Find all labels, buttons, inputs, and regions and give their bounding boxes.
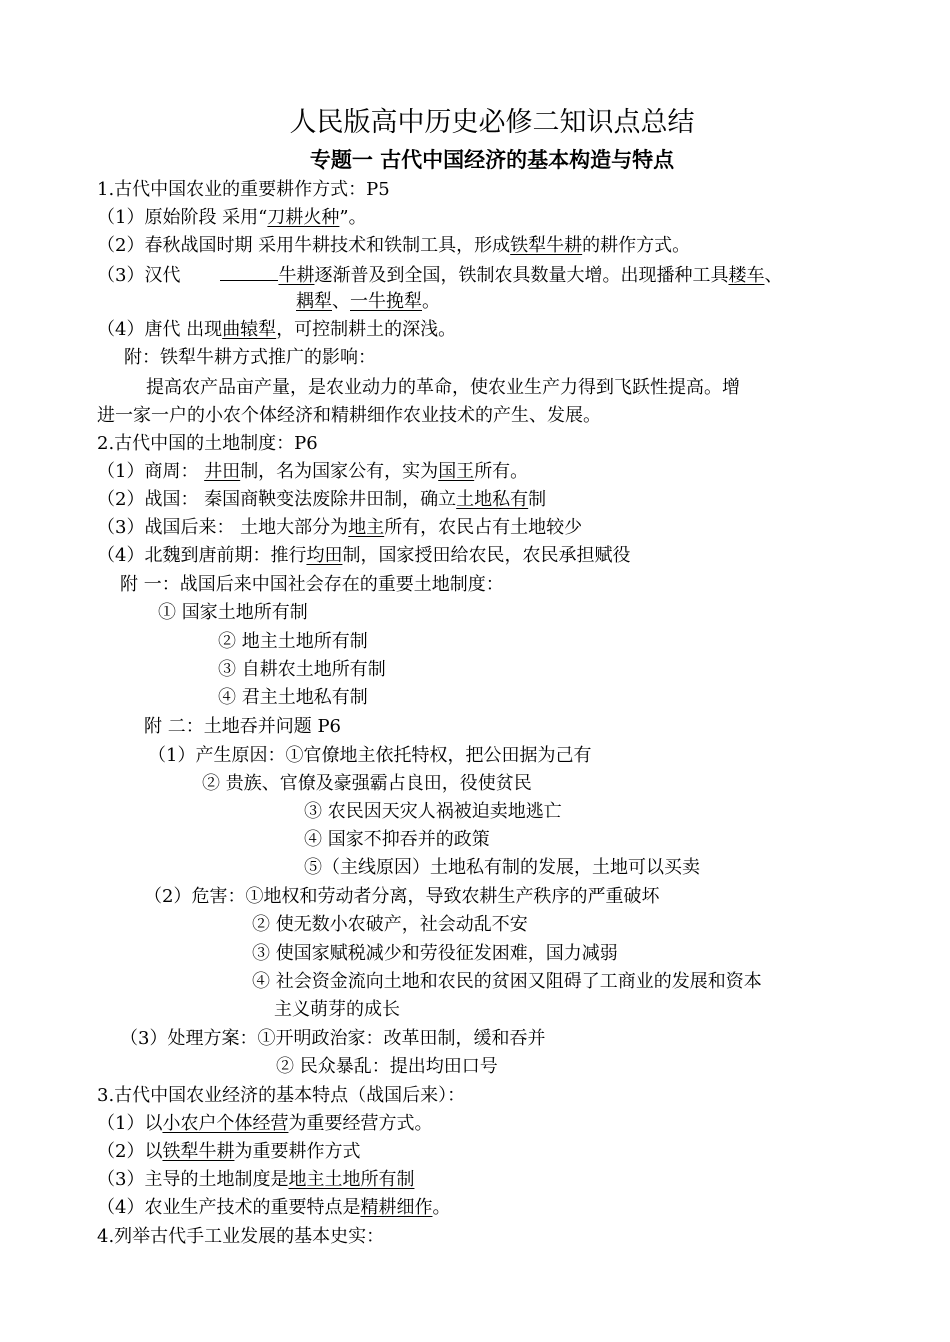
s1-item-4: （4）唐代 出现曲辕犁，可控制耕土的深浅。 bbox=[97, 319, 457, 340]
solution-item-1: （3）处理方案：①开明政治家：改革田制，缓和吞并 bbox=[120, 1028, 546, 1049]
s3-item-1: （1）以小农户个体经营为重要经营方式。 bbox=[97, 1113, 433, 1134]
s2-item-2: （2）战国： 秦国商鞅变法废除井田制，确立土地私有制 bbox=[97, 489, 547, 510]
s1-item-3-continued: 耦犁、一牛挽犁。 bbox=[296, 291, 440, 312]
harm-item-1: （2）危害：①地权和劳动者分离，导致农耕生产秩序的严重破坏 bbox=[144, 886, 660, 907]
section-4-heading: 4.列举古代手工业发展的基本史实： bbox=[97, 1226, 385, 1247]
land-system-item-1: ① 国家土地所有制 bbox=[158, 602, 308, 623]
solution-item-2: ② 民众暴乱：提出均田口号 bbox=[276, 1056, 498, 1077]
cause-item-1: （1）产生原因：①官僚地主依托特权，把公田据为己有 bbox=[148, 745, 592, 766]
section-1-heading: 1.古代中国农业的重要耕作方式：P5 bbox=[97, 179, 390, 200]
section-3-heading: 3.古代中国农业经济的基本特点（战国后来）： bbox=[97, 1085, 466, 1106]
harm-item-4: ④ 社会资金流向土地和农民的贫困又阻碍了工商业的发展和资本 bbox=[252, 971, 762, 992]
cause-item-2: ② 贵族、官僚及豪强霸占良田，役使贫民 bbox=[202, 773, 532, 794]
document-title: 人民版高中历史必修二知识点总结 bbox=[289, 107, 695, 138]
s2-appendix-1-heading: 附 一：战国后来中国社会存在的重要土地制度： bbox=[120, 574, 504, 595]
s2-appendix-2-heading: 附 二：土地吞并问题 P6 bbox=[144, 716, 342, 737]
s3-item-2: （2）以铁犁牛耕为重要耕作方式 bbox=[97, 1141, 361, 1162]
s3-item-3: （3）主导的土地制度是地主土地所有制 bbox=[97, 1169, 415, 1190]
s2-item-3: （3）战国后来： 土地大部分为地主所有，农民占有土地较少 bbox=[97, 517, 583, 538]
s1-note-paragraph-line-1: 提高农产品亩产量，是农业动力的革命，使农业生产力得到飞跃性提高。增 bbox=[146, 377, 740, 398]
s2-item-1: （1）商周： 井田制，名为国家公有，实为国王所有。 bbox=[97, 461, 529, 482]
s1-item-2: （2）春秋战国时期 采用牛耕技术和铁制工具，形成铁犁牛耕的耕作方式。 bbox=[97, 235, 691, 256]
land-system-item-3: ③ 自耕农土地所有制 bbox=[218, 659, 386, 680]
underline-blank bbox=[220, 262, 278, 281]
harm-item-2: ② 使无数小农破产，社会动乱不安 bbox=[252, 914, 528, 935]
section-2-heading: 2.古代中国的土地制度：P6 bbox=[97, 433, 318, 454]
s1-note-paragraph-line-2: 进一家一户的小农个体经济和精耕细作农业技术的产生、发展。 bbox=[97, 405, 601, 426]
s1-note-heading: 附：铁犁牛耕方式推广的影响： bbox=[124, 347, 376, 368]
harm-item-4-continued: 主义萌芽的成长 bbox=[274, 999, 400, 1020]
harm-item-3: ③ 使国家赋税减少和劳役征发困难，国力减弱 bbox=[252, 943, 618, 964]
cause-item-5: ⑤（主线原因）土地私有制的发展，土地可以买卖 bbox=[304, 857, 700, 878]
s1-item-3: （3）汉代 牛耕逐渐普及到全国，铁制农具数量大增。出现播种工具耧车、 bbox=[97, 262, 782, 288]
land-system-item-2: ② 地主土地所有制 bbox=[218, 631, 368, 652]
s1-item-1: （1）原始阶段 采用“刀耕火种”。 bbox=[97, 207, 367, 228]
land-system-item-4: ④ 君主土地私有制 bbox=[218, 687, 368, 708]
s2-item-4: （4）北魏到唐前期：推行均田制，国家授田给农民，农民承担赋役 bbox=[97, 545, 631, 566]
s3-item-4: （4）农业生产技术的重要特点是精耕细作。 bbox=[97, 1197, 451, 1218]
cause-item-3: ③ 农民因天灾人祸被迫卖地逃亡 bbox=[304, 801, 562, 822]
chapter-subtitle: 专题一 古代中国经济的基本构造与特点 bbox=[309, 148, 675, 172]
cause-item-4: ④ 国家不抑吞并的政策 bbox=[304, 829, 490, 850]
